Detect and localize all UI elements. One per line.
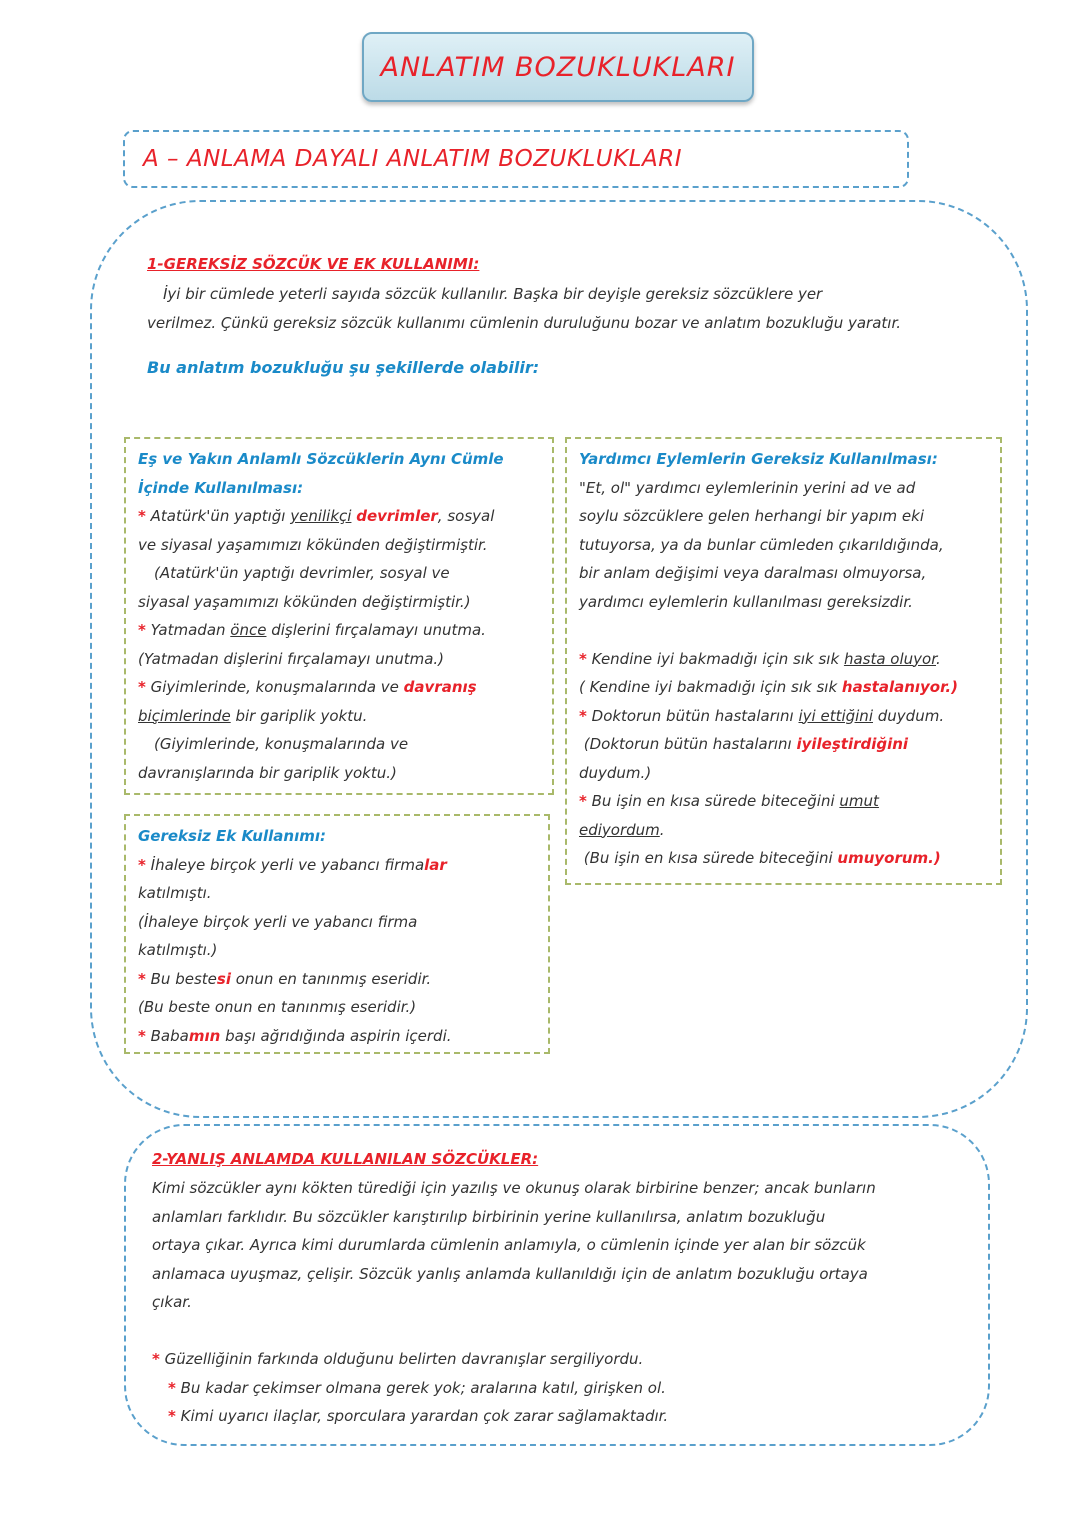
example-line: * Kimi uyarıcı ilaçlar, sporculara yarardan çok zarar sağlamaktadır. [168,1407,669,1425]
asterisk-icon: * [138,855,146,874]
rule-line: yardımcı eylemlerin kullanılması gereksizdir. [579,592,913,611]
asterisk-icon: * [579,706,587,725]
example-line: * Giyimlerinde, konuşmalarında ve davranış [138,678,477,696]
rule-line: bir anlam değişimi veya daralması olmuyorsa, [579,564,927,582]
example-line: * Yatmadan önce dişlerini fırçalamayı unutma. [138,621,486,639]
section-a-box [123,130,909,188]
correction-line: (Giyimlerinde, konuşmalarında ve [154,735,409,753]
section-2-line: Kimi sözcükler aynı kökten türediği için yazılış ve okunuş olarak birbirine benzer; ancak bunların [152,1179,876,1197]
rule-line: soylu sözcüklere gelen herhangi bir yapım eki [579,507,925,525]
box-unnecessary-suffix [124,814,550,1054]
section-1-line-1: İyi bir cümlede yeterli sayıda sözcük kullanılır. Başka bir deyişle gereksiz sözcüklere yer [163,285,823,303]
asterisk-icon: * [152,1350,160,1368]
section-1-line-2: verilmez. Çünkü gereksiz sözcük kullanımı cümlenin duruluğunu bozar ve anlatım bozukluğu yaratır. [147,313,902,332]
section-2-line: anlamaca uyuşmaz, çelişir. Sözcük yanlış anlamda kullanıldığı için de anlatım bozukluğu ortaya [152,1264,868,1283]
correction-line: ( Kendine iyi bakmadığı için sık sık hastalanıyor.) [579,678,958,696]
box-synonyms-title-1: Eş ve Yakın Anlamlı Sözcüklerin Aynı Cümle [138,450,504,468]
asterisk-icon: * [579,649,587,668]
section-1-paragraph [147,280,987,337]
example-line: * Bu bestesi onun en tanınmış eseridir. [138,969,432,988]
section-2-line: anlamları farklıdır. Bu sözcükler karıştırılıp birbirinin yerine kullanılırsa, anlatım bozukluğu [152,1207,826,1226]
asterisk-icon: * [138,678,146,696]
correction-line: katılmıştı.) [138,941,218,959]
example-line: * Atatürk'ün yaptığı yenilikçi devrimler, sosyal [138,507,495,525]
example-line: katılmıştı. [138,884,212,902]
example-line: * Bu işin en kısa sürede biteceğini umut [579,792,879,810]
example-line: * Bu kadar çekimser olmana gerek yok; aralarına katıl, girişken ol. [168,1378,666,1397]
rule-line: "Et, ol" yardımcı eylemlerinin yerini ad ve ad [579,478,916,497]
correction-line: (Atatürk'ün yaptığı devrimler, sosyal ve [154,564,450,582]
section-2-paragraph [152,1174,972,1431]
spacer [152,1317,972,1346]
section-1-subheading: Bu anlatım bozukluğu şu şekillerde olabilir: [147,358,540,377]
section-a-title: A – ANLAMA DAYALI ANLATIM BOZUKLUKLARI [143,146,682,172]
example-line: * İhaleye birçok yerli ve yabancı firmalar [138,855,447,874]
section-2-line: çıkar. [152,1293,192,1311]
rule-line: tutuyorsa, ya da bunlar cümleden çıkarıldığında, [579,535,944,554]
section-2-heading: 2-YANLIŞ ANLAMDA KULLANILAN SÖZCÜKLER: [152,1150,539,1168]
correction-line: (Bu işin en kısa sürede biteceğini umuyorum.) [583,849,941,867]
section-1-heading: 1-GEREKSİZ SÖZCÜK VE EK KULLANIMI: [147,255,480,273]
correction-line: (Doktorun bütün hastalarını iyileştirdiğini [583,735,909,753]
example-line: ve siyasal yaşamımızı kökünden değiştirmiştir. [138,535,488,554]
example-line: * Güzelliğinin farkında olduğunu belirten davranışlar sergiliyordu. [152,1350,644,1368]
correction-line: siyasal yaşamımızı kökünden değiştirmiştir.) [138,592,471,611]
asterisk-icon: * [138,507,146,525]
asterisk-icon: * [138,969,146,988]
section-2-line: ortaya çıkar. Ayrıca kimi durumlarda cümlenin anlamıyla, o cümlenin içinde yer alan bir sözcük [152,1236,866,1254]
correction-line: (İhaleye birçok yerli ve yabancı firma [138,912,418,931]
asterisk-icon: * [138,621,146,639]
example-line: * Kendine iyi bakmadığı için sık sık hasta oluyor. [579,649,941,668]
asterisk-icon: * [138,1026,146,1045]
example-line: ediyordum. [579,820,665,839]
example-line: biçimlerinde bir gariplik yoktu. [138,706,368,725]
asterisk-icon: * [168,1407,176,1425]
spacer [579,616,988,645]
correction-line: davranışlarında bir gariplik yoktu.) [138,763,397,782]
box-auxiliary-verbs [565,437,1002,885]
example-line: * Babamın başı ağrıdığında aspirin içerdi. [138,1026,452,1045]
box-synonyms-title-2: İçinde Kullanılması: [138,478,304,497]
box-auxiliary-title: Yardımcı Eylemlerin Gereksiz Kullanılması: [579,450,938,468]
asterisk-icon: * [579,792,587,810]
correction-line: (Bu beste onun en tanınmış eseridir.) [138,998,417,1016]
asterisk-icon: * [168,1378,176,1397]
correction-line: duydum.) [579,763,652,782]
box-suffix-title: Gereksiz Ek Kullanımı: [138,827,326,845]
page-title: ANLATIM BOZUKLUKLARI [380,51,736,83]
example-line: * Doktorun bütün hastalarını iyi ettiğini duydum. [579,706,945,725]
box-synonyms [124,437,554,795]
correction-line: (Yatmadan dişlerini fırçalamayı unutma.) [138,649,445,668]
page-title-box [362,32,754,102]
